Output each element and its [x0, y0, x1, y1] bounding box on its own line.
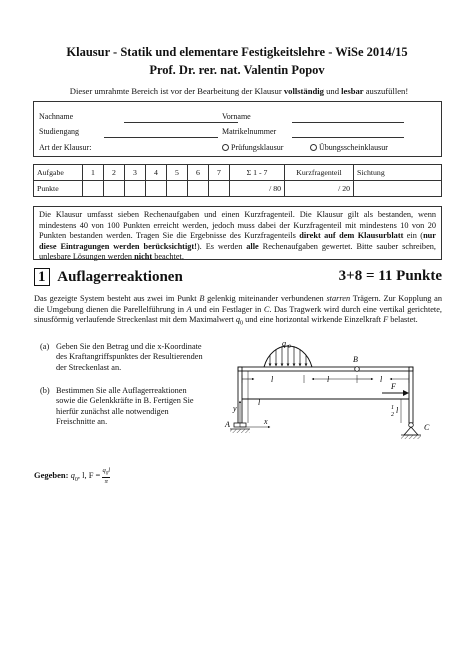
table-header-cell: 3: [125, 165, 146, 181]
radio-circle-icon[interactable]: [310, 144, 317, 151]
question-text: Geben Sie den Betrag und die x-Koordinate des Kraftangriffspunktes der Resultierenden der Streckenlast an.: [56, 342, 203, 372]
notice-text: beachtet.: [152, 252, 184, 262]
label-vorname: Vorname: [222, 112, 251, 121]
label-y: y: [233, 404, 237, 413]
fraction-numerator: [102, 467, 110, 478]
label-exam-type: Art der Klausur:: [39, 143, 92, 152]
exam-title: Klausur - Statik und elementare Festigkeitslehre - WiSe 2014/15: [66, 45, 408, 59]
label-studiengang: Studiengang: [39, 127, 79, 136]
option-label: Prüfungsklausur: [231, 143, 284, 152]
label-b: B: [353, 355, 358, 364]
notice-text: Die Klausur umfasst sieben Rechenaufgaben und einen Kurzfragenteil. Die Klausur gilt als bestanden, wenn mindestens 40 von 100 Punkten erreicht werden, jedoch muss dabei der Kurzfragenteil mit mindestens 10 von 20 Punkten bestanden werden. Tragen Sie die Ergebnisse des Kurzfragenteils: [39, 210, 436, 241]
table-header-cell: 5: [167, 165, 188, 181]
symbol-c: C: [263, 304, 270, 314]
score-cell[interactable]: [104, 181, 125, 197]
exam-notice: [33, 206, 442, 260]
label-l-3: l: [380, 375, 383, 384]
score-sum-cell[interactable]: / 80: [230, 181, 285, 197]
score-cell[interactable]: [146, 181, 167, 197]
table-header-cell: Kurzfragenteil: [285, 165, 354, 181]
score-cell[interactable]: [188, 181, 209, 197]
intro-bold-complete: vollständig: [283, 86, 324, 96]
label-q0: q: [282, 339, 286, 348]
symbol-a: A: [186, 304, 192, 314]
intro-text: auszufüllen!: [363, 86, 409, 96]
problem-description: [34, 294, 442, 329]
problem-text: und eine horizontal wirkende Einzelkraft: [243, 315, 384, 325]
intro-bold-legible: lesbar: [341, 86, 364, 96]
problem-text: belastet.: [388, 315, 418, 325]
table-header-cell: Aufgabe: [34, 165, 83, 181]
label-l-1: l: [271, 375, 274, 384]
hinge-b: [355, 367, 360, 372]
label-x: x: [264, 417, 268, 426]
notice-bold: nicht: [134, 252, 153, 262]
label-f: F: [391, 382, 396, 391]
label-nachname: Nachname: [39, 112, 74, 121]
intro-instruction: [34, 86, 444, 96]
label-half-l: l: [396, 406, 399, 415]
label-matrikelnummer: Matrikelnummer: [222, 127, 277, 136]
symbol-b: B: [199, 294, 205, 303]
problem-text: Trägern. Zur Kopplung an die Umgebung dienen die Parellelführung in: [34, 294, 442, 314]
table-header-cell: 6: [188, 165, 209, 181]
section-number: 1: [34, 268, 50, 286]
table-cell: Punkte: [34, 181, 83, 197]
section-points: 3+8 = 11 Punkte: [338, 268, 442, 284]
given-fraction: [102, 467, 110, 485]
option-uebungsscheinklausur[interactable]: [310, 143, 388, 152]
problem-text: . Das Tragwerk wird durch eine vertikal gerichtete, sinusförmig verlaufende Streckenlast mit dem Maximalwert: [34, 304, 442, 325]
symbol-f: F: [383, 315, 389, 325]
problem-text: gelenkig miteinander verbundenen: [204, 294, 327, 303]
student-form: [33, 101, 442, 157]
option-label: Übungsscheinklausur: [319, 143, 388, 152]
given-values: [34, 467, 110, 485]
intro-text: Dieser umrahmte Bereich ist vor der Bearbeitung der Klausur: [69, 86, 284, 96]
table-header-cell: Σ 1 - 7: [230, 165, 285, 181]
symbol-q-sub: 0: [240, 320, 243, 327]
problem-text: und ein Festlager in: [191, 304, 264, 314]
given-label: Gegeben:: [34, 470, 69, 481]
score-review-cell[interactable]: [354, 181, 442, 197]
label-l-2: l: [327, 375, 330, 384]
option-pruefungsklausur[interactable]: [222, 143, 283, 152]
frame-beam: [238, 367, 413, 423]
table-row: [34, 165, 442, 181]
frac-q: q: [102, 467, 106, 474]
label-a: A: [225, 420, 230, 429]
table-header-cell: Sichtung: [354, 165, 442, 181]
vorname-field[interactable]: [292, 122, 404, 123]
notice-text: Rechenaufgaben gewertet. Bitte sauber schreiben, unlesbare Lösungen werden: [39, 241, 436, 262]
section-title: Auflagerreaktionen: [57, 269, 183, 285]
label-c: C: [424, 423, 430, 432]
radio-circle-icon[interactable]: [222, 144, 229, 151]
table-row: [34, 181, 442, 197]
table-header-cell: 2: [104, 165, 125, 181]
score-cell[interactable]: [209, 181, 230, 197]
question-a: [40, 342, 205, 373]
professor-name: Prof. Dr. rer. nat. Valentin Popov: [149, 63, 325, 77]
support-c: [401, 423, 421, 439]
table-header-cell: 4: [146, 165, 167, 181]
score-short-cell[interactable]: / 20: [285, 181, 354, 197]
problem-text: Das gezeigte System besteht aus zwei im Punkt: [34, 294, 200, 303]
emphasis-rigid: starren: [326, 294, 351, 303]
notice-bold: alle: [246, 241, 259, 251]
fraction-denominator: π: [104, 478, 108, 486]
notice-text: ). Es werden: [196, 241, 247, 251]
nachname-field[interactable]: [124, 122, 238, 123]
given-q-sub: 0: [74, 476, 78, 483]
intro-text: und: [323, 86, 342, 96]
points-table: [33, 164, 442, 197]
symbol-q: q: [235, 315, 240, 325]
section-heading: [34, 268, 442, 288]
studiengang-field[interactable]: [104, 137, 218, 138]
score-cell[interactable]: [125, 181, 146, 197]
notice-bold: direkt auf dem Klausurblatt: [299, 231, 404, 241]
score-cell[interactable]: [83, 181, 104, 197]
given-q: q: [70, 470, 75, 481]
table-header-cell: 7: [209, 165, 230, 181]
given-rest: , l, F =: [77, 470, 103, 481]
question-label: (a): [40, 342, 50, 351]
question-b: [40, 386, 205, 428]
frac-q-sub: 0: [105, 471, 109, 477]
label-l-vertical: l: [258, 398, 261, 407]
beam-figure: [220, 335, 445, 445]
notice-bold: nur diese Eintragungen werden berücksichtigt!: [39, 231, 436, 251]
notice-text: ein (: [403, 231, 424, 241]
label-half-den: 2: [391, 412, 394, 418]
label-half-num: 1: [391, 405, 394, 411]
question-label: (b): [40, 386, 50, 395]
label-q0-sub: 0: [288, 344, 291, 350]
matrikelnummer-field[interactable]: [292, 137, 404, 138]
table-header-cell: 1: [83, 165, 104, 181]
score-cell[interactable]: [167, 181, 188, 197]
question-text: Bestimmen Sie alle Auflagerreaktionen sowie die Gelenkkräfte in B. Fertigen Sie hierfür zunächst alle notwendigen Freischnitte an.: [56, 386, 194, 427]
frac-l: l: [108, 467, 111, 474]
